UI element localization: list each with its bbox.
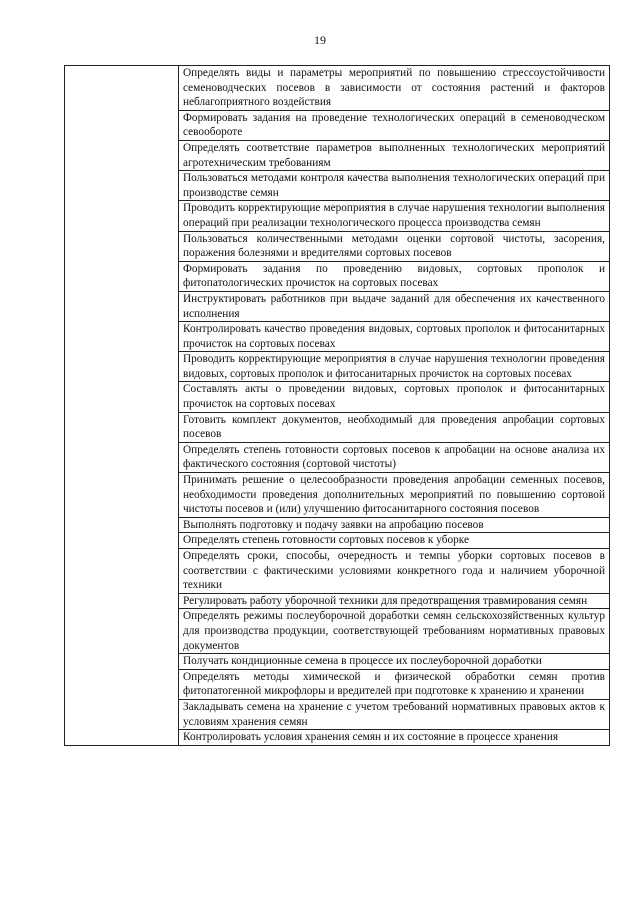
skill-cell: Формировать задания по проведению видовых, сортовых прополок и фитопатологических прочисток на сортовых посевах [179, 261, 610, 291]
skill-cell: Принимать решение о целесообразности проведения апробации семенных посевов, необходимости проведения дополнительных мероприятий по повышению сортовой чистоты посевов и (или) улучшению фитосанитарного состояния посевов [179, 473, 610, 518]
skill-cell: Готовить комплект документов, необходимый для проведения апробации сортовых посевов [179, 412, 610, 442]
skill-cell: Пользоваться методами контроля качества выполнения технологических операций при производстве семян [179, 171, 610, 201]
skill-cell: Контролировать условия хранения семян и их состояние в процессе хранения [179, 730, 610, 746]
skill-cell: Составлять акты о проведении видовых, сортовых прополок и фитосанитарных прочисток на сортовых посевах [179, 382, 610, 412]
skill-cell: Определять методы химической и физической обработки семян против фитопатогенной микрофлоры и вредителей при подготовке к хранению и хранении [179, 669, 610, 699]
skills-table-body [65, 66, 610, 746]
skill-cell: Определять степень готовности сортовых посевов к уборке [179, 533, 610, 549]
skill-cell: Проводить корректирующие мероприятия в случае нарушения технологии выполнения операций при реализации технологического процесса производства семян [179, 201, 610, 231]
skill-cell: Пользоваться количественными методами оценки сортовой чистоты, засорения, поражения болезнями и вредителями сортовых посевов [179, 231, 610, 261]
skill-cell: Определять степень готовности сортовых посевов к апробации на основе анализа их фактического состояния (сортовой чистоты) [179, 442, 610, 472]
skills-table [64, 65, 610, 746]
skill-cell: Определять соответствие параметров выполненных технологических мероприятий агротехническим требованиям [179, 140, 610, 170]
skill-cell: Формировать задания на проведение технологических операций в семеноводческом севообороте [179, 110, 610, 140]
skill-cell: Контролировать качество проведения видовых, сортовых прополок и фитосанитарных прочисток на сортовых посевах [179, 322, 610, 352]
skill-cell: Инструктировать работников при выдаче заданий для обеспечения их качественного исполнения [179, 291, 610, 321]
skill-cell: Выполнять подготовку и подачу заявки на апробацию посевов [179, 517, 610, 533]
empty-left-column-cell [65, 66, 179, 746]
skill-cell: Получать кондиционные семена в процессе их послеуборочной доработки [179, 654, 610, 670]
skill-cell: Определять виды и параметры мероприятий по повышению стрессоустойчивости семеноводческих посевов в зависимости от состояния растений и факторов неблагоприятного воздействия [179, 66, 610, 111]
page-number: 19 [314, 33, 326, 47]
skill-cell: Проводить корректирующие мероприятия в случае нарушения технологии проведения видовых, сортовых прополок и фитосанитарных прочисток на сортовых посевах [179, 352, 610, 382]
skill-cell: Регулировать работу уборочной техники для предотвращения травмирования семян [179, 593, 610, 609]
skill-cell: Закладывать семена на хранение с учетом требований нормативных правовых актов к условиям хранения семян [179, 699, 610, 729]
skill-cell: Определять сроки, способы, очередность и темпы уборки сортовых посевов в соответствии с фактическими условиями конкретного года и наличием уборочной техники [179, 549, 610, 594]
table-row [65, 66, 610, 111]
skill-cell: Определять режимы послеуборочной доработки семян сельскохозяйственных культур для производства продукции, соответствующей требованиям нормативных правовых документов [179, 609, 610, 654]
